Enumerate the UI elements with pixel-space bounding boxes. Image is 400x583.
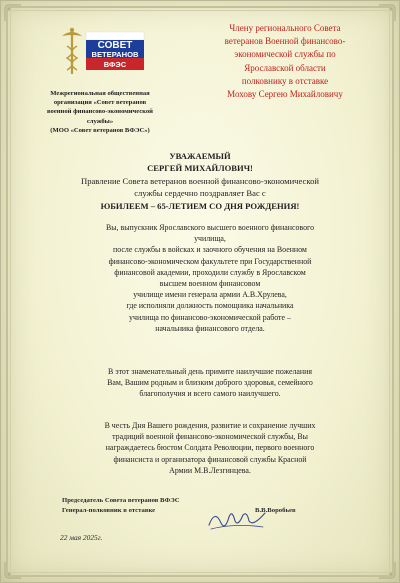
- occasion-line: ЮБИЛЕЕМ – 65-ЛЕТИЕМ СО ДНЯ РОЖДЕНИЯ!: [100, 200, 300, 211]
- org-line: Межрегиональная общественная: [50, 90, 150, 97]
- org-line: службы»: [86, 117, 114, 125]
- intro-line-2: службы сердечно поздравляет Вас с: [134, 188, 266, 199]
- addressee-line: полковнику в отставке: [241, 75, 329, 86]
- paragraph-line: где исполняли должность помощника начальника: [126, 301, 294, 311]
- wishes-paragraph: [50, 366, 370, 400]
- award-paragraph: [50, 420, 370, 476]
- addressee-line: ветеранов Военной финансово-: [224, 36, 346, 47]
- paragraph-line: финансиста и организатора финансовой службы Красной: [113, 454, 307, 464]
- caduceus-icon: [62, 28, 82, 74]
- paragraph-line: училище имени генерала армии А.В.Хрулева,: [133, 290, 287, 300]
- handwritten-signature-icon: [205, 505, 269, 533]
- paragraph-line: финансовой академии, проходили службу в Ярославском: [114, 267, 306, 277]
- paragraph-line: училища,: [194, 234, 226, 244]
- paragraph-line: училища по финансово-экономической работе –: [129, 312, 291, 322]
- addressee-line: Ярославской области: [244, 62, 326, 73]
- greeting-block: [30, 150, 370, 212]
- organization-name: [20, 89, 180, 135]
- signer-title-line-2: Генерал-полковник в отставке: [62, 506, 156, 514]
- corner-ornament-icon: [378, 561, 396, 579]
- intro-line-1: Правление Совета ветеранов военной финансово-экономической: [80, 175, 319, 186]
- emblem-line-2: ВЕТЕРАНОВ: [91, 50, 139, 59]
- paragraph-line: Армии М.В.Лезгинцева.: [169, 465, 251, 475]
- paragraph-line: В этот знаменательный день примите наилучшие пожелания: [107, 367, 313, 376]
- paragraph-line: финансово-экономическом факультете при Государственной: [108, 256, 312, 266]
- paragraph-line: после службы в войсках и заочного обучения на Военном: [113, 245, 307, 255]
- paragraph-line: Вам, Вашим родным и близким доброго здоровья, семейного: [107, 378, 313, 388]
- emblem-line-1: СОВЕТ: [97, 40, 133, 51]
- corner-ornament-icon: [4, 4, 22, 22]
- addressee-line: экономической службы по: [234, 49, 336, 60]
- signer-title-line-1: Председатель Совета ветеранов ВФЭС: [62, 497, 180, 504]
- paragraph-line: традиций военной финансово-экономической службы, Вы: [112, 432, 308, 442]
- emblem-line-3: ВФЭС: [103, 60, 127, 69]
- paragraph-line: начальника финансового отдела.: [155, 323, 265, 333]
- paragraph-line: Вы, выпускник Ярославского высшего военного финансового: [105, 223, 315, 232]
- salutation-line-1: УВАЖАЕМЫЙ: [169, 151, 231, 161]
- paragraph-line: высшем военном финансовом: [159, 279, 261, 289]
- paragraph-line: В честь Дня Вашего рождения, развитие и сохранение лучших: [104, 421, 316, 430]
- document-date: 22 мая 2025г.: [60, 533, 103, 542]
- addressee-line: Мохову Сергею Михайловичу: [227, 89, 343, 100]
- paragraph-line: награждаетесь бюстом Солдата Революции, первого военного: [105, 443, 315, 453]
- org-line: организация «Совет ветеранов: [53, 99, 147, 107]
- signer-name: В.В.Воробьев: [255, 506, 296, 514]
- salutation-line-2: СЕРГЕЙ МИХАЙЛОВИЧ!: [147, 163, 253, 174]
- service-paragraph: [50, 222, 370, 334]
- corner-ornament-icon: [378, 4, 396, 22]
- corner-ornament-icon: [4, 561, 22, 579]
- org-line: военной финансово-экономической: [47, 108, 153, 116]
- paragraph-line: благополучия и всего самого наилучшего.: [139, 389, 281, 399]
- addressee-block: [185, 22, 385, 101]
- org-line: (МОО «Совет ветеранов ВФЭС»): [50, 126, 150, 134]
- addressee-line: Члену регионального Совета: [229, 23, 341, 33]
- veterans-council-emblem: [58, 24, 148, 84]
